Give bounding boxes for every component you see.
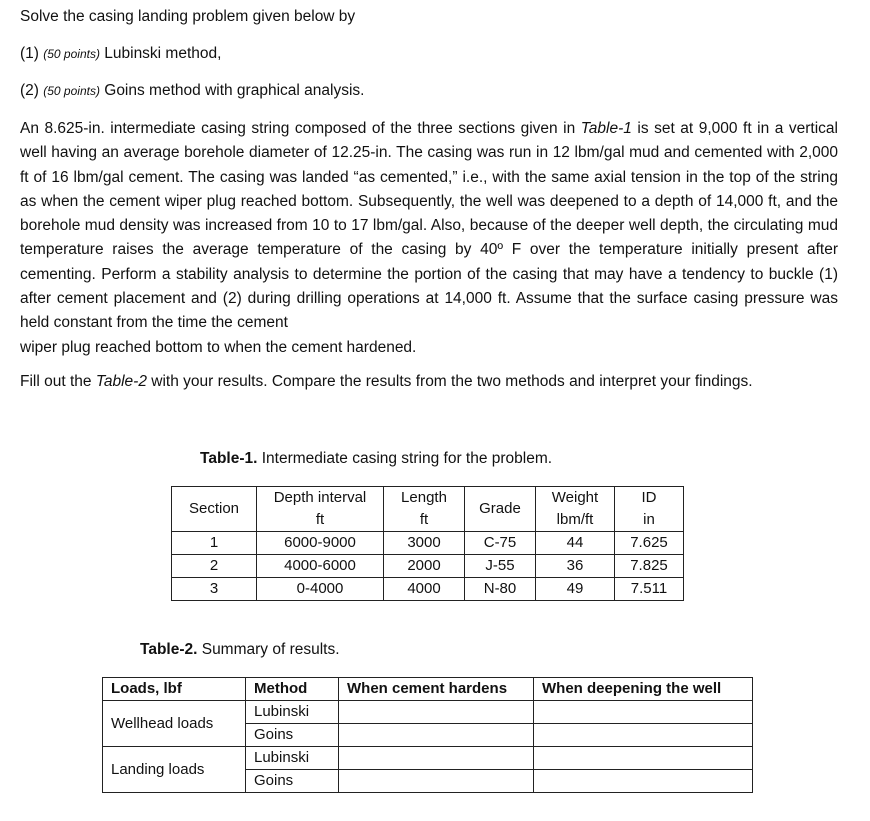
table1 — [171, 486, 684, 601]
part2-text: Goins method with graphical analysis. — [99, 82, 365, 99]
intro-text: Solve the casing landing problem given below by — [20, 8, 356, 25]
part1-text: Lubinski method, — [99, 45, 222, 62]
fill-text-b: with your results. Compare the results from the two methods and interpret your findings. — [146, 373, 753, 390]
header-length-unit: ft — [384, 509, 465, 532]
result-cell[interactable] — [339, 770, 534, 793]
cell-weight: 44 — [536, 532, 615, 555]
table2-caption-bold: Table-2. — [140, 641, 198, 658]
cell-id: 7.511 — [615, 578, 684, 601]
cell-depth: 6000-9000 — [257, 532, 384, 555]
cell-length: 3000 — [384, 532, 465, 555]
part2-points: (50 points) — [43, 84, 100, 98]
result-cell[interactable] — [339, 747, 534, 770]
table-row — [172, 555, 684, 578]
cell-method: Goins — [246, 770, 339, 793]
header-cement: When cement hardens — [339, 678, 534, 701]
cell-method: Lubinski — [246, 701, 339, 724]
table-row — [103, 701, 753, 724]
cell-section: 3 — [172, 578, 257, 601]
table2-header-row — [103, 678, 753, 701]
table1-caption-bold: Table-1. — [200, 450, 258, 467]
result-cell[interactable] — [339, 701, 534, 724]
group-label-landing: Landing loads — [103, 747, 246, 793]
result-cell[interactable] — [339, 724, 534, 747]
part1-line — [20, 45, 221, 63]
cell-method: Goins — [246, 724, 339, 747]
part2-prefix: (2) — [20, 82, 44, 99]
table2-caption — [140, 641, 340, 659]
header-weight-unit: lbm/ft — [536, 509, 615, 532]
group-label-wellhead: Wellhead loads — [103, 701, 246, 747]
header-loads: Loads, lbf — [103, 678, 246, 701]
header-id: ID — [615, 487, 684, 510]
result-cell[interactable] — [534, 747, 753, 770]
table-row — [172, 578, 684, 601]
problem-table-ref: Table-1 — [580, 120, 632, 137]
cell-id: 7.825 — [615, 555, 684, 578]
fill-table-ref: Table-2 — [95, 373, 147, 390]
cell-weight: 36 — [536, 555, 615, 578]
table1-caption — [200, 450, 552, 468]
table1-header-row-1 — [172, 487, 684, 510]
header-weight: Weight — [536, 487, 615, 510]
problem-paragraph — [20, 117, 838, 360]
cell-length: 2000 — [384, 555, 465, 578]
problem-text-c: wiper plug reached bottom to when the cement hardened. — [20, 338, 417, 356]
part1-points: (50 points) — [43, 47, 100, 61]
intro-line — [20, 8, 355, 26]
cell-method: Lubinski — [246, 747, 339, 770]
header-deepening: When deepening the well — [534, 678, 753, 701]
part1-prefix: (1) — [20, 45, 44, 62]
cell-id: 7.625 — [615, 532, 684, 555]
problem-text-a: An 8.625-in. intermediate casing string composed of the three sections given in — [20, 120, 581, 137]
table2-caption-text: Summary of results. — [197, 641, 340, 658]
fill-text-a: Fill out the — [20, 373, 96, 390]
header-method: Method — [246, 678, 339, 701]
result-cell[interactable] — [534, 724, 753, 747]
header-length: Length — [384, 487, 465, 510]
table1-caption-text: Intermediate casing string for the problem. — [257, 450, 553, 467]
table-row — [172, 532, 684, 555]
cell-weight: 49 — [536, 578, 615, 601]
cell-depth: 0-4000 — [257, 578, 384, 601]
cell-grade: J-55 — [465, 555, 536, 578]
header-section: Section — [172, 487, 257, 532]
header-id-unit: in — [615, 509, 684, 532]
cell-section: 1 — [172, 532, 257, 555]
cell-section: 2 — [172, 555, 257, 578]
header-depth: Depth interval — [257, 487, 384, 510]
fill-out-line — [20, 373, 753, 391]
part2-line — [20, 82, 364, 100]
result-cell[interactable] — [534, 701, 753, 724]
cell-grade: N-80 — [465, 578, 536, 601]
cell-grade: C-75 — [465, 532, 536, 555]
header-depth-unit: ft — [257, 509, 384, 532]
cell-depth: 4000-6000 — [257, 555, 384, 578]
header-grade: Grade — [465, 487, 536, 532]
table2 — [102, 677, 753, 793]
result-cell[interactable] — [534, 770, 753, 793]
problem-text-b: is set at 9,000 ft in a vertical well having an average borehole diameter of 12.25-in. The casing was run in 12 lbm/gal mud and cemented with 2,000 ft of 16 lbm/gal cement. The casing was landed “as cemented,” i.e., with the same axial tension in the top of the string as when the cement wiper plug reached bottom. Subsequently, the well was deepened to a depth of 14,000 ft, and the borehole mud density was increased from 10 to 17 lbm/gal. Also, because of the deeper well depth, the circulating mud temperature raises the average temperature of the casing by 40º F over the temperature initially present after cementing. Perform a stability analysis to determine the portion of the casing that may have a tendency to buckle (1) after cement placement and (2) during drilling operations at 14,000 ft. Assume that the surface casing pressure was held constant from the time the cement — [20, 120, 838, 332]
table-row — [103, 747, 753, 770]
cell-length: 4000 — [384, 578, 465, 601]
